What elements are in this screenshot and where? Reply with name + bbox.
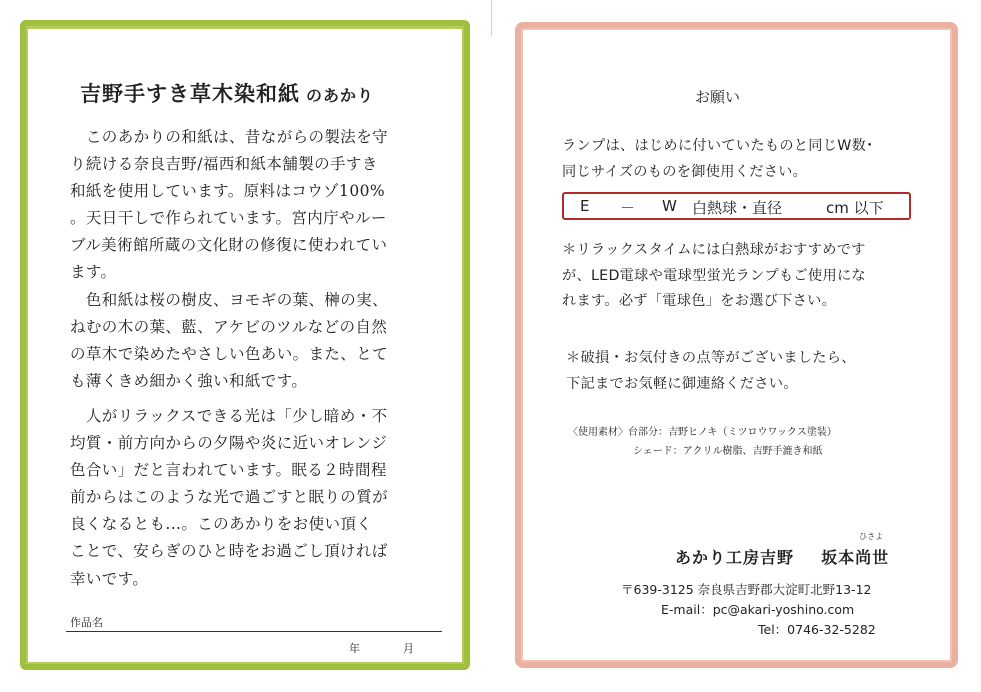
title-main: 吉野手すき草木染和紙	[80, 81, 300, 106]
materials-shade: シェード：アクリル樹脂、吉野手漉き和紙	[633, 446, 823, 457]
maker-name-wrap	[821, 532, 890, 568]
request-title: お願い	[695, 88, 741, 106]
body-line: 均質・前方向からの夕陽や炎に近いオレンジ	[70, 434, 388, 453]
body-line: ことで、安らぎのひと時をお過ごし頂ければ	[70, 542, 388, 561]
right-card-frame	[515, 22, 958, 668]
damage-notice	[566, 346, 926, 397]
body-line: 色合い」だと言われています。眠る２時間程	[70, 461, 387, 480]
work-name-label: 作品名	[70, 616, 103, 629]
body-line: り続ける奈良吉野/福西和紙本舗製の手すき	[70, 155, 378, 174]
body-line: ます。	[70, 263, 117, 282]
maker-signature	[675, 532, 890, 568]
body-line: 前からはこのような光で過ごすと眠りの質が	[70, 488, 389, 507]
relax-line: が、LED電球や電球型蛍光ランプもご使用にな	[562, 267, 866, 284]
spec-e: E	[580, 197, 590, 215]
spec-dash: －	[620, 199, 636, 217]
relax-line: ＊リラックスタイムには白熱球がおすすめです	[562, 242, 866, 258]
spec-cm: cm 以下	[826, 199, 884, 217]
damage-line: ＊破損・お気付きの点等がございましたら、	[566, 350, 856, 366]
body-line: 色和紙は桜の樹皮、ヨモギの葉、榊の実、	[70, 290, 389, 309]
year-label: 年	[349, 642, 360, 655]
email-address: E-mail：pc@akari-yoshino.com	[661, 602, 855, 617]
lamp-line: 同じサイズのものを御使用ください。	[562, 163, 808, 180]
phone-number: Tel：0746-32-5282	[758, 622, 876, 637]
body-line: の草木で染めたやさしい色あい。また、とて	[70, 344, 389, 363]
left-card-title	[80, 78, 420, 108]
month-label: 月	[403, 642, 414, 655]
lamp-line: ランプは、はじめに付いていたものと同じW数･	[562, 138, 874, 154]
maker-name-ruby: ひさよ	[859, 532, 884, 541]
left-card-body	[70, 124, 420, 593]
body-line: 良くなるとも...。このあかりをお使い頂く	[70, 515, 373, 534]
relax-notice	[562, 238, 922, 315]
body-line: 人がリラックスできる光は「少し暗め・不	[70, 406, 388, 425]
spec-w: W	[662, 197, 677, 215]
workshop-name: あかり工房吉野	[675, 548, 795, 567]
body-line: 幸いです。	[70, 569, 149, 588]
body-line: このあかりの和紙は、昔ながらの製法を守	[70, 128, 389, 146]
page-divider	[491, 0, 492, 36]
materials-base: 〈使用素材〉台部分：吉野ヒノキ（ミツロウワックス塗装）	[568, 427, 837, 438]
maker-name: 坂本尚世	[821, 548, 890, 567]
body-line: も薄くきめ細かく強い和紙です。	[70, 371, 308, 390]
body-line: ねむの木の葉、藍、アケビのツルなどの自然	[70, 317, 388, 336]
address: 〒639-3125 奈良県吉野郡大淀町北野13-12	[621, 582, 872, 597]
spec-bulb: 白熱球・直径	[692, 199, 783, 217]
body-line: 。天日干しで作られています。宮内庁やルー	[70, 209, 387, 228]
paragraph-gap	[70, 395, 420, 403]
body-line: ブル美術館所蔵の文化財の修復に使われてい	[70, 236, 388, 255]
title-suffix: のあかり	[306, 86, 375, 105]
work-name-line	[66, 631, 442, 632]
damage-line: 下記までお気軽に御連絡ください。	[566, 375, 798, 392]
bulb-spec-box	[562, 192, 911, 220]
relax-line: れます。必ず「電球色」をお選び下さい。	[562, 293, 837, 309]
lamp-notice	[562, 134, 922, 185]
body-line: 和紙を使用しています。原料はコウゾ100%	[70, 182, 385, 201]
